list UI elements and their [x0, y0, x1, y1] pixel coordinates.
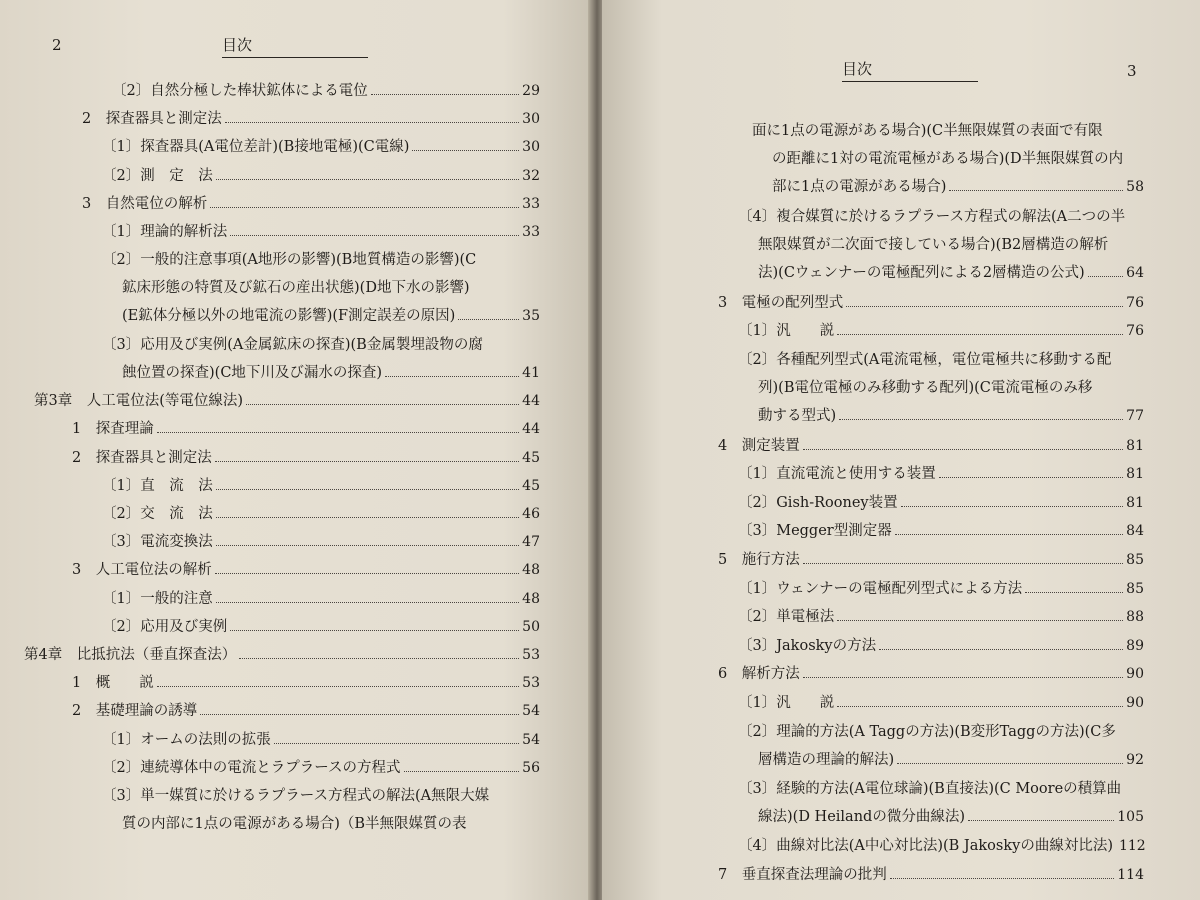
- page-header: [842, 58, 978, 82]
- toc-page-number: 48: [522, 590, 540, 607]
- toc-entry[interactable]: [102, 326, 540, 382]
- dot-leader: [1025, 592, 1123, 593]
- toc-page-number: 50: [522, 618, 540, 635]
- toc-page-number: 53: [522, 675, 540, 692]
- toc-entry-title: 〔1〕汎 説: [738, 323, 835, 340]
- toc-page-number: 90: [1126, 695, 1144, 711]
- toc-entry[interactable]: [738, 713, 1144, 769]
- dot-leader: [1088, 276, 1123, 277]
- toc-entry[interactable]: [72, 664, 540, 692]
- toc-entry-title: 面に1点の電源がある場合)(C半無限媒質の表面で有限: [752, 123, 1103, 139]
- toc-entry-title: 2 基礎理論の誘導: [72, 703, 198, 720]
- toc-entry-title: 〔1〕汎 説: [738, 695, 835, 711]
- toc-page-number: 84: [1126, 523, 1144, 540]
- toc-page-number: 44: [522, 421, 540, 438]
- toc-entry[interactable]: [34, 382, 540, 410]
- toc-entry[interactable]: [752, 112, 1144, 196]
- toc-entry[interactable]: [72, 551, 540, 579]
- toc-entry-title: 〔1〕ウェンナーの電極配列型式による方法: [738, 580, 1023, 597]
- dot-leader: [890, 878, 1115, 879]
- dot-leader: [837, 334, 1123, 335]
- toc-page-number: 89: [1126, 637, 1144, 654]
- toc-entry-title: 〔2〕応用及び実例: [102, 618, 228, 635]
- toc-entry[interactable]: [102, 721, 540, 749]
- dot-leader: [895, 534, 1123, 535]
- toc-entry[interactable]: [24, 636, 540, 664]
- toc-entry-title: 〔1〕理論的解析法: [102, 224, 228, 240]
- toc-entry-title: 4 測定装置: [718, 437, 800, 454]
- toc-entry-title: 〔2〕連続導体中の電流とラプラースの方程式: [102, 759, 401, 776]
- dot-leader: [215, 573, 519, 574]
- toc-entry[interactable]: [102, 495, 540, 523]
- toc-page-number: 76: [1126, 323, 1144, 340]
- toc-entry[interactable]: [102, 580, 540, 608]
- toc-entry[interactable]: [718, 655, 1144, 683]
- toc-entry[interactable]: [738, 484, 1144, 512]
- toc-entry[interactable]: [102, 523, 540, 551]
- toc-entry-title: 〔3〕単一媒質に於けるラプラース方程式の解法(A無限大媒: [102, 788, 490, 804]
- toc-page-number: 48: [522, 562, 540, 579]
- toc-page-number: 81: [1126, 494, 1144, 511]
- toc-entry-title: 5 施行方法: [718, 552, 800, 568]
- toc-entry-title: 6 解析方法: [718, 666, 800, 683]
- toc-page-number: 46: [522, 506, 540, 522]
- toc-entry[interactable]: [718, 284, 1144, 312]
- dot-leader: [216, 179, 519, 180]
- dot-leader: [216, 545, 519, 546]
- toc-entry-title: 〔1〕直 流 法: [102, 477, 213, 494]
- toc-page-number: 41: [522, 364, 540, 381]
- dot-leader: [371, 94, 519, 95]
- dot-leader: [216, 489, 519, 490]
- toc-entry-title: 2 探査器具と測定法: [82, 111, 222, 128]
- toc-entry-title: 3 人工電位法の解析: [72, 562, 212, 579]
- toc-page-number: 29: [522, 83, 540, 99]
- toc-entry-title: 1 概 説: [72, 675, 154, 692]
- toc-entry-title: 〔2〕交 流 法: [102, 506, 213, 522]
- toc-entry[interactable]: [718, 541, 1144, 569]
- toc-entry[interactable]: [738, 684, 1144, 712]
- toc-page-number: 54: [522, 703, 540, 720]
- dot-leader: [210, 207, 519, 208]
- dot-leader: [968, 820, 1114, 821]
- toc-entry-title: (E鉱体分極以外の地電流の影響)(F測定誤差の原因): [122, 308, 456, 325]
- toc-entry-title: 2 探査器具と測定法: [72, 449, 212, 466]
- toc-entry-title: 〔1〕直流電流と使用する装置: [738, 466, 936, 483]
- dot-leader: [458, 319, 519, 320]
- dot-leader: [274, 743, 519, 744]
- dot-leader: [939, 477, 1123, 478]
- toc-page-number: 33: [522, 224, 540, 240]
- dot-leader: [803, 677, 1123, 678]
- toc-page-number: 90: [1126, 666, 1144, 683]
- right-page: [602, 0, 1200, 900]
- toc-page-number: 81: [1126, 437, 1144, 454]
- toc-page-number: 76: [1126, 294, 1144, 311]
- toc-entry-title: 〔3〕応用及び実例(A金属鉱床の探査)(B金属製埋設物の腐: [102, 336, 483, 353]
- toc-entry[interactable]: [738, 455, 1144, 483]
- toc-entry-title: 3 電極の配列型式: [718, 294, 844, 311]
- toc-entry-title: 〔4〕複合媒質に於けるラプラース方程式の解法(A二つの半: [738, 208, 1126, 225]
- dot-leader: [803, 449, 1123, 450]
- toc-entry[interactable]: [102, 157, 540, 185]
- toc-page-number: 85: [1126, 552, 1144, 568]
- toc-entry[interactable]: [72, 692, 540, 720]
- toc-entry[interactable]: [72, 410, 540, 438]
- toc-entry[interactable]: [102, 128, 540, 156]
- toc-entry-title: 〔3〕経験的方法(A電位球論)(B直接法)(C Mooreの積算曲: [738, 780, 1122, 797]
- toc-entry-title: 〔1〕探査器具(A電位差計)(B接地電極)(C電線): [102, 139, 410, 156]
- dot-leader: [837, 620, 1123, 621]
- toc-entry-title: 〔2〕一般的注意事項(A地形の影響)(B地質構造の影響)(C: [102, 252, 477, 269]
- dot-leader: [412, 150, 519, 151]
- toc-entry[interactable]: [738, 570, 1144, 598]
- toc-entry[interactable]: [738, 770, 1144, 826]
- toc-page-number: 81: [1126, 466, 1144, 483]
- toc-entry[interactable]: [738, 198, 1144, 282]
- toc-entry-title: 1 探査理論: [72, 421, 154, 438]
- toc-page-number: 53: [522, 647, 540, 663]
- toc-entry[interactable]: [738, 827, 1144, 855]
- dot-leader: [803, 563, 1123, 564]
- page-number: 3: [1127, 62, 1137, 80]
- dot-leader: [230, 630, 519, 631]
- toc-entry-title: 〔2〕自然分極した棒状鉱体による電位: [112, 83, 368, 99]
- toc-entry-title: 7 垂直探査法理論の批判: [718, 866, 887, 883]
- toc-page-number: 77: [1126, 407, 1144, 424]
- toc-entry-title: 第4章 比抵抗法（垂直探査法）: [24, 647, 237, 663]
- toc-page-number: 30: [522, 111, 540, 128]
- dot-leader: [246, 404, 519, 405]
- dot-leader: [846, 306, 1123, 307]
- toc-entry-title: 列)(B電位電極のみ移動する配列)(C電流電極のみ移: [758, 379, 1093, 396]
- toc-entry-title: 鉱床形態の特質及び鉱石の産出状態)(D地下水の影響): [122, 280, 470, 297]
- dot-leader: [200, 714, 519, 715]
- toc-entry[interactable]: [738, 312, 1144, 340]
- header-text: 目次: [222, 36, 253, 54]
- toc-entry-title: 〔3〕Megger型測定器: [738, 523, 892, 540]
- toc-entry[interactable]: [102, 777, 540, 833]
- dot-leader: [897, 763, 1123, 764]
- toc-entry[interactable]: [102, 241, 540, 325]
- toc-entry[interactable]: [102, 749, 540, 777]
- toc-entry-title: 第3章 人工電位法(等電位線法): [34, 393, 244, 410]
- toc-entry[interactable]: [102, 213, 540, 241]
- dot-leader: [230, 235, 519, 236]
- toc-entry[interactable]: [738, 627, 1144, 655]
- toc-entry-title: 〔1〕一般的注意: [102, 590, 213, 607]
- dot-leader: [157, 686, 519, 687]
- toc-page-number: 112: [1118, 838, 1146, 854]
- toc-entry-title: 〔1〕オームの法則の拡張: [102, 731, 271, 748]
- dot-leader: [385, 376, 519, 377]
- toc-entry-title: 〔2〕理論的方法(A Taggの方法)(B変形Taggの方法)(C多: [738, 723, 1116, 740]
- header-text: 目次: [842, 60, 873, 78]
- toc-page-number: 58: [1126, 179, 1144, 195]
- dot-leader: [215, 461, 519, 462]
- dot-leader: [404, 771, 520, 772]
- toc-entry-title: 法)(Cウェンナーの電極配列による2層構造の公式): [758, 264, 1085, 281]
- toc-entry[interactable]: [102, 467, 540, 495]
- toc-entry-title: 動する型式): [758, 407, 837, 424]
- toc-entry-title: 3 自然電位の解析: [82, 195, 208, 212]
- toc-entry-title: 〔2〕測 定 法: [102, 167, 213, 184]
- toc-page-number: 64: [1126, 264, 1144, 281]
- toc-entry[interactable]: [738, 341, 1144, 425]
- toc-page-number: 30: [522, 139, 540, 156]
- dot-leader: [225, 122, 519, 123]
- toc-entry-title: 部に1点の電源がある場合): [772, 179, 947, 195]
- toc-page-number: 33: [522, 195, 540, 212]
- toc-page-number: 114: [1117, 866, 1144, 883]
- dot-leader: [949, 190, 1123, 191]
- toc-entry-title: 質の内部に1点の電源がある場合)（B半無限媒質の表: [122, 816, 467, 832]
- toc-page-number: 45: [522, 449, 540, 466]
- dot-leader: [157, 432, 519, 433]
- toc-page-number: 47: [522, 534, 540, 551]
- toc-entry[interactable]: [102, 608, 540, 636]
- toc-page-number: 32: [522, 167, 540, 184]
- toc-entry[interactable]: [738, 512, 1144, 540]
- toc-entry-title: 無限媒質が二次面で接している場合)(B2層構造の解析: [758, 236, 1109, 253]
- toc-entry-title: 〔2〕各種配列型式(A電流電極，電位電極共に移動する配: [738, 351, 1112, 368]
- toc-entry-title: の距離に1対の電流電極がある場合)(D半無限媒質の内: [772, 151, 1124, 167]
- toc-page-number: 88: [1126, 609, 1144, 626]
- toc-entry[interactable]: [72, 439, 540, 467]
- toc-entry[interactable]: [82, 185, 540, 213]
- toc-entry[interactable]: [112, 72, 540, 100]
- toc-page-number: 54: [522, 731, 540, 748]
- toc-entry-title: 線法)(D Heilandの微分曲線法): [758, 808, 965, 825]
- toc-entry-title: 層構造の理論的解法): [758, 751, 895, 768]
- dot-leader: [879, 649, 1123, 650]
- page-number: 2: [52, 36, 62, 54]
- toc-entry-title: 〔3〕電流変換法: [102, 534, 213, 551]
- dot-leader: [901, 506, 1124, 507]
- dot-leader: [216, 602, 519, 603]
- toc-entry-title: 〔2〕Gish-Rooney装置: [738, 494, 898, 511]
- toc-entry[interactable]: [738, 598, 1144, 626]
- toc-entry-title: 〔2〕単電極法: [738, 609, 835, 626]
- toc-page-number: 85: [1126, 580, 1144, 597]
- toc-entry-title: 〔4〕曲線対比法(A中心対比法)(B Jakoskyの曲線対比法): [738, 838, 1113, 854]
- page-header: [222, 34, 368, 58]
- dot-leader: [239, 658, 519, 659]
- toc-page-number: 44: [522, 393, 540, 410]
- toc-page-number: 56: [522, 759, 540, 776]
- toc-entry[interactable]: [718, 856, 1144, 884]
- dot-leader: [837, 706, 1123, 707]
- toc-entry[interactable]: [82, 100, 540, 128]
- toc-page-number: 35: [522, 308, 540, 325]
- dot-leader: [216, 517, 519, 518]
- toc-entry-title: 〔3〕Jakoskyの方法: [738, 637, 877, 654]
- left-page: [0, 0, 592, 900]
- toc-entry[interactable]: [718, 427, 1144, 455]
- toc-page-number: 92: [1126, 751, 1144, 768]
- toc-page-number: 45: [522, 477, 540, 494]
- dot-leader: [839, 419, 1123, 420]
- toc-entry-title: 蝕位置の探査)(C地下川及び漏水の探査): [122, 364, 383, 381]
- toc-page-number: 105: [1117, 808, 1144, 825]
